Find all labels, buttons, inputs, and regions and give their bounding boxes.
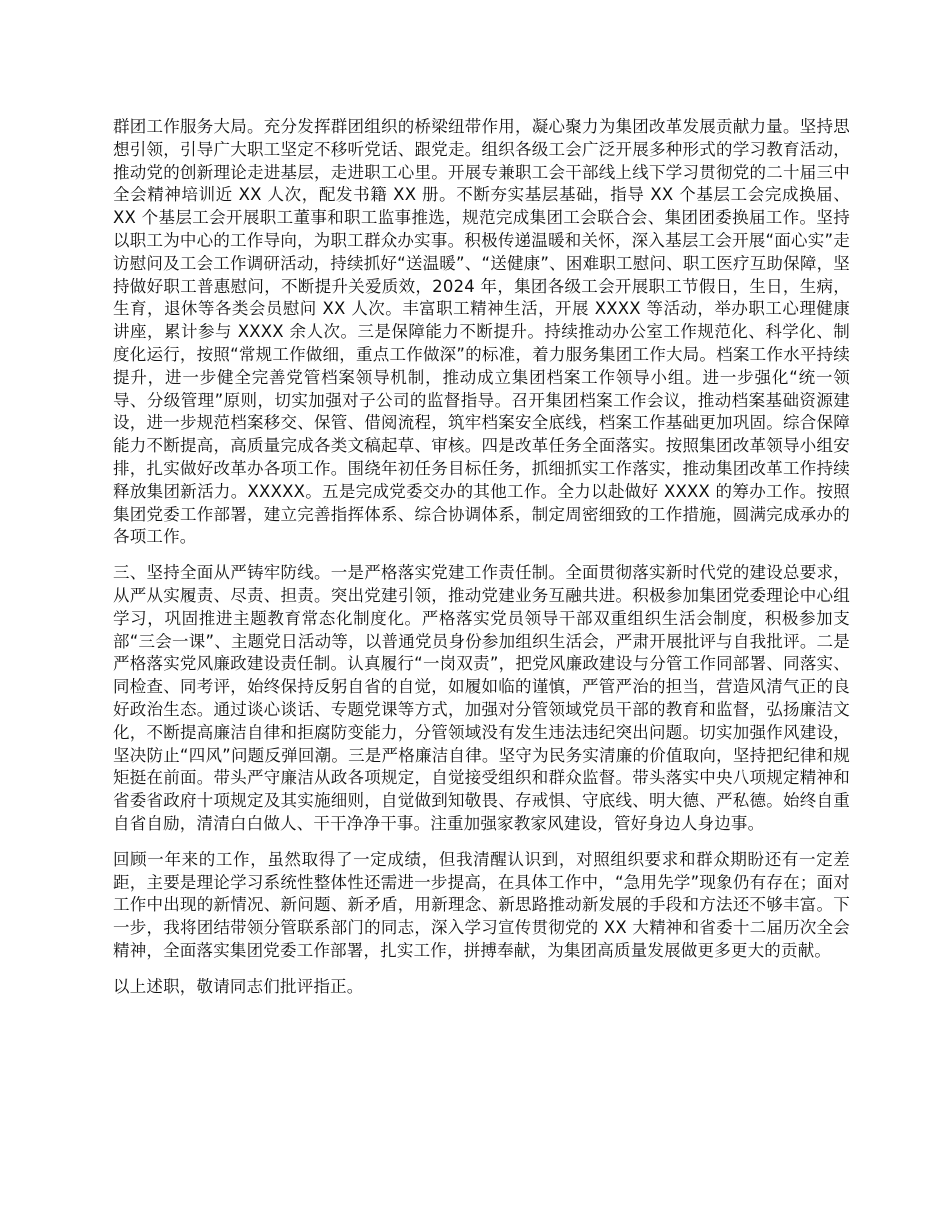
body-paragraph-1: 群团工作服务大局。充分发挥群团组织的桥梁纽带作用，凝心聚力为集团改革发展贡献力量。坚持思想引领，引导广大职工坚定不移听党话、跟党走。组织各级工会广泛开展多种形式的学习教育活动，推动党的创新理论走进基层，走进职工心里。开展专兼职工会干部线上线下学习贯彻党的二十届三中全会精神培训近 XX 人次，配发书籍 XX 册。不断夯实基层基础，指导 XX 个基层工会完成换届、XX 个基层工会开展职工董事和职工监事推选，规范完成集团工会联合会、集团团委换届工作。坚持以职工为中心的工作导向，为职工群众办实事。积极传递温暖和关怀，深入基层工会开展“面心实”走访慰问及工会工作调研活动，持续抓好“送温暖”、“送健康”、困难职工慰问、职工医疗互助保障，坚持做好职工普惠慰问，不断提升关爱质效，2024 年，集团各级工会开展职工节假日，生日，生病，生育，退休等各类会员慰问 XX 人次。丰富职工精神生活，开展 XXXX 等活动，举办职工心理健康讲座，累计参与 XXXX 余人次。三是保障能力不断提升。持续推动办公室工作规范化、科学化、制度化运行，按照“常规工作做细，重点工作做深”的标准，着力服务集团工作大局。档案工作水平持续提升，进一步健全完善党管档案领导机制，推动成立集团档案工作领导小组。进一步强化“统一领导、分级管理”原则，切实加强对子公司的监督指导。召开集团档案工作会议，推动档案基础资源建设，进一步规范档案移交、保管、借阅流程，筑牢档案安全底线，档案工作基础更加巩固。综合保障能力不断提高，高质量完成各类文稿起草、审核。四是改革任务全面落实。按照集团改革领导小组安排，扎实做好改革办各项工作。围绕年初任务目标任务，抓细抓实工作落实，推动集团改革工作持续释放集团新活力。XXXXX。五是完成党委交办的其他工作。全力以赴做好 XXXX 的筹办工作。按照集团党委工作部署，建立完善指挥体系、综合协调体系，制定周密细致的工作措施，圆满完成承办的各项工作。 — [113, 117, 850, 547]
document-page — [113, 116, 850, 1011]
body-paragraph-2: 三、坚持全面从严铸牢防线。一是严格落实党建工作责任制。全面贯彻落实新时代党的建设总要求，从严从实履责、尽责、担责。突出党建引领，推动党建业务互融共进。积极参加集团党委理论中心组学习，巩固推进主题教育常态化制度化。严格落实党员领导干部双重组织生活会制度，积极参加支部“三会一课”、主题党日活动等，以普通党员身份参加组织生活会，严肃开展批评与自我批评。二是严格落实党风廉政建设责任制。认真履行“一岗双责”，把党风廉政建设与分管工作同部署、同落实、同检查、同考评，始终保持反躬自省的自觉，如履如临的谨慎，严管严治的担当，营造风清气正的良好政治生态。通过谈心谈话、专题党课等方式，加强对分管领域党员干部的教育和监督，弘扬廉洁文化，不断提高廉洁自律和拒腐防变能力，分管领域没有发生违法违纪突出问题。切实加强作风建设，坚决防止“四风”问题反弹回潮。三是严格廉洁自律。坚守为民务实清廉的价值取向，坚持把纪律和规矩挺在前面。带头严守廉洁从政各项规定，自觉接受组织和群众监督。带头落实中央八项规定精神和省委省政府十项规定及其实施细则，自觉做到知敬畏、存戒惧、守底线、明大德、严私德。始终自重自省自励，清清白白做人、干干净净干事。注重加强家教家风建设，管好身边人身边事。 — [113, 563, 850, 833]
body-paragraph-3: 回顾一年来的工作，虽然取得了一定成绩，但我清醒认识到，对照组织要求和群众期盼还有一定差距，主要是理论学习系统性整体性还需进一步提高，在具体工作中，“急用先学”现象仍有存在；面对工作中出现的新情况、新问题、新矛盾，用新理念、新思路推动新发展的手段和方法还不够丰富。下一步，我将团结带领分管联系部门的同志，深入学习宣传贯彻党的 XX 大精神和省委十二届历次全会精神，全面落实集团党委工作部署，扎实工作，拼搏奉献，为集团高质量发展做更多更大的贡献。 — [113, 849, 850, 960]
closing-paragraph: 以上述职，敬请同志们批评指正。 — [113, 976, 364, 996]
